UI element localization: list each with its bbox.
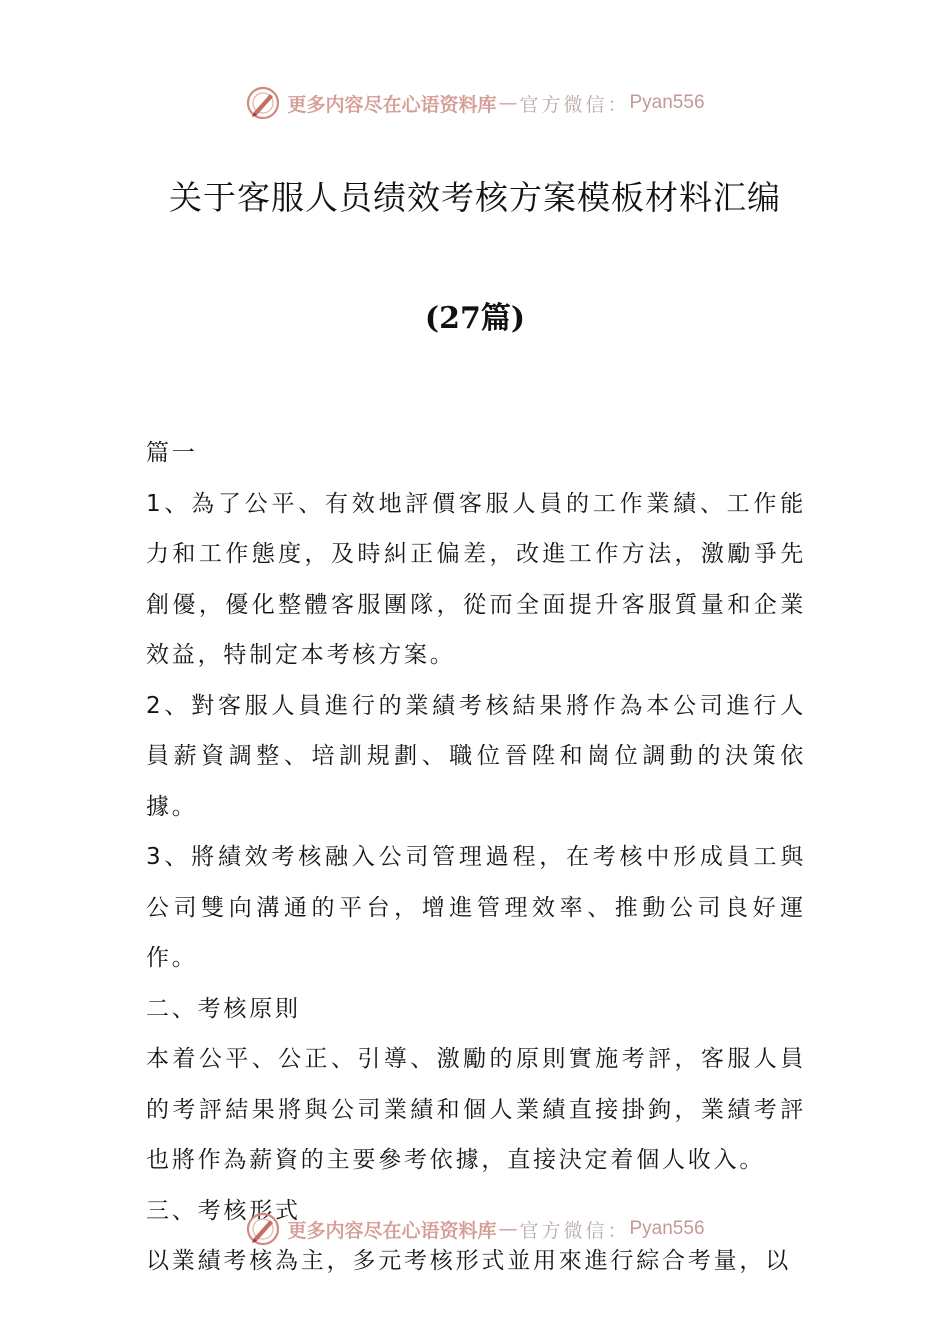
document-subtitle: (27篇) (424, 301, 526, 336)
banner-dash: — (498, 1218, 518, 1240)
body-paragraph: 1、為了公平、有效地評價客服人員的工作業績、工作能力和工作態度，及時糾正偏差，改進工作方法，激勵爭先創優，優化整體客服團隊，從而全面提升客服質量和企業效益，特制定本考核方案。 (146, 490, 806, 668)
pen-logo-icon (245, 1211, 281, 1247)
section-heading: 二、考核原則 (146, 995, 301, 1022)
banner-wechat-id: Pyan556 (629, 1218, 705, 1239)
document-body (146, 428, 806, 1287)
section-heading: 三、考核形式 (146, 1197, 301, 1224)
banner-wechat-id: Pyan556 (629, 92, 705, 113)
pen-logo-icon (245, 85, 281, 121)
banner-brand-text: 更多内容尽在心语资料库 (287, 93, 497, 116)
banner-brand-text: 更多内容尽在心语资料库 (287, 1219, 497, 1242)
footer-watermark-banner (0, 1209, 950, 1249)
banner-wechat-label: 官方微信： (519, 1219, 630, 1242)
body-paragraph: 3、將績效考核融入公司管理過程，在考核中形成員工與公司雙向溝通的平台，增進管理效率、推動公司良好運作。 (146, 844, 806, 971)
document-title: 关于客服人员绩效考核方案模板材料汇编 (169, 178, 781, 217)
body-paragraph: 以業績考核為主，多元考核形式並用來進行綜合考量，以 (146, 1248, 791, 1274)
body-paragraph: 2、對客服人員進行的業績考核結果將作為本公司進行人員薪資調整、培訓規劃、職位晉陞和崗位調動的決策依據。 (146, 692, 806, 820)
body-paragraph: 本着公平、公正、引導、激勵的原則實施考評，客服人員的考評結果將與公司業績和個人業績直接掛鉤，業績考評也將作為薪資的主要參考依據，直接決定着個人收入。 (146, 1046, 806, 1173)
header-watermark-banner (0, 83, 950, 123)
banner-wechat-label: 官方微信： (519, 93, 630, 116)
banner-dash: — (498, 92, 518, 114)
section-heading: 篇一 (146, 440, 198, 466)
